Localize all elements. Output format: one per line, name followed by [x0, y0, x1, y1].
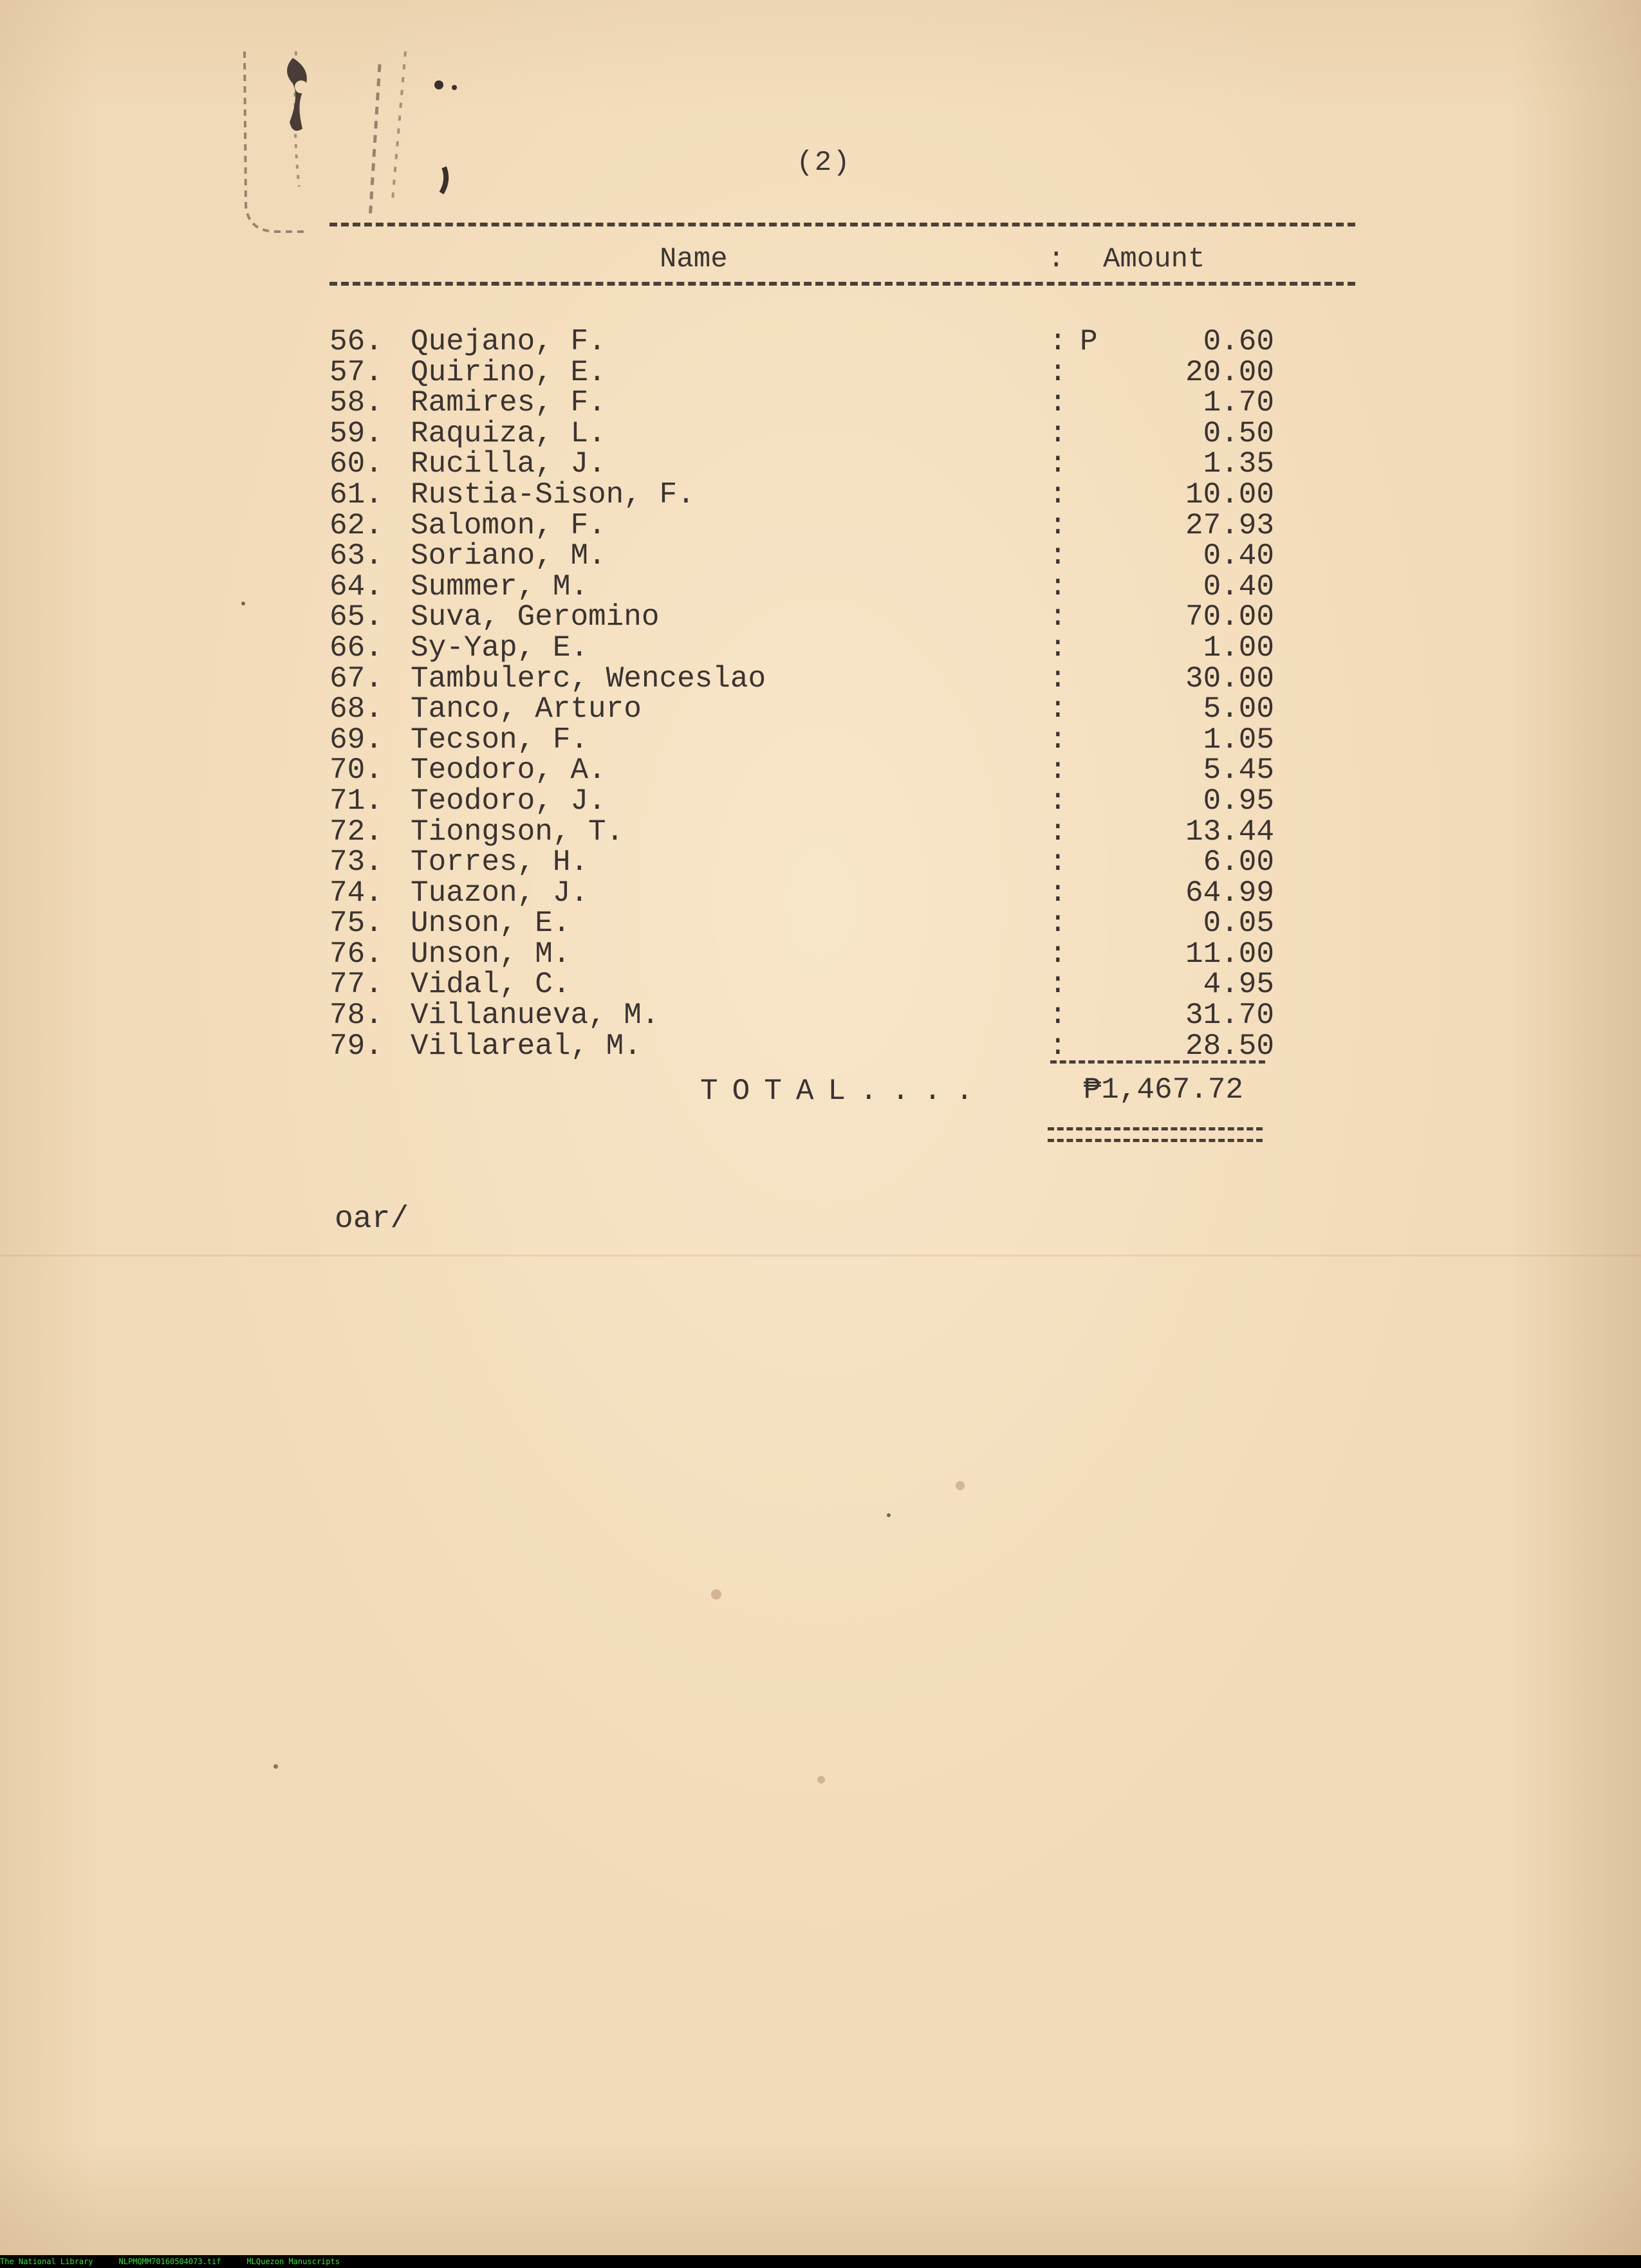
contributor-name: Vidal, C. — [411, 968, 571, 1002]
list-item — [322, 725, 1274, 756]
contributor-name: Teodoro, J. — [411, 784, 606, 818]
list-item — [322, 755, 1274, 786]
item-number: 72. — [329, 815, 383, 849]
column-separator: : — [1049, 968, 1067, 1002]
contribution-amount: 0.40 — [1203, 539, 1274, 573]
list-item — [322, 847, 1274, 878]
contributor-name: Rustia-Sison, F. — [411, 477, 695, 512]
total-double-rule-top — [1048, 1127, 1263, 1130]
footer-filename: NLPMQMM70160504073.tif — [118, 2257, 221, 2266]
item-number: 62. — [329, 508, 383, 542]
column-separator: : — [1049, 508, 1067, 542]
item-number: 75. — [329, 907, 383, 941]
contribution-amount: 1.00 — [1203, 631, 1274, 665]
header-separator: : — [1048, 243, 1065, 275]
list-item — [322, 970, 1274, 1000]
amount-column-header: Amount — [1103, 243, 1205, 275]
item-number: 77. — [329, 968, 383, 1002]
contribution-amount: 0.60 — [1203, 325, 1274, 358]
item-number: 70. — [329, 753, 383, 788]
item-number: 71. — [329, 784, 383, 818]
item-number: 61. — [329, 477, 383, 512]
contribution-amount: 5.45 — [1203, 753, 1274, 788]
contribution-amount: 31.70 — [1185, 999, 1274, 1033]
list-item — [322, 449, 1274, 480]
list-item — [322, 355, 1274, 389]
column-separator: : — [1049, 1029, 1067, 1063]
contributor-name: Quejano, F. — [411, 325, 606, 358]
paper-stain — [711, 1589, 721, 1600]
list-item — [322, 633, 1274, 664]
paper-fold-line — [0, 1255, 1641, 1257]
list-item — [322, 327, 1274, 358]
item-number: 78. — [329, 999, 383, 1033]
list-item — [322, 569, 1274, 604]
column-separator: : — [1049, 907, 1067, 941]
header-bottom-rule — [329, 282, 1355, 286]
contribution-amount: 11.00 — [1185, 937, 1274, 971]
column-separator: : — [1049, 355, 1067, 389]
item-number: 63. — [329, 539, 383, 573]
footer-library: The National Library — [0, 2257, 93, 2266]
column-separator: : — [1049, 815, 1067, 849]
contribution-amount: 1.70 — [1203, 386, 1274, 420]
contribution-amount: 13.44 — [1185, 815, 1274, 849]
contributor-name: Unson, M. — [411, 937, 571, 971]
paper-stain — [274, 1764, 278, 1769]
column-separator: : — [1049, 600, 1067, 634]
item-number: 64. — [329, 569, 383, 604]
page-number: (2) — [796, 147, 851, 179]
list-item — [322, 477, 1274, 512]
contributor-name: Tuazon, J. — [411, 876, 589, 910]
contributor-name: Summer, M. — [411, 569, 589, 604]
paper-stain — [887, 1513, 891, 1517]
subtotal-rule — [1050, 1060, 1265, 1064]
paper-stain — [241, 602, 245, 605]
contributor-name: Villareal, M. — [411, 1029, 642, 1063]
contributor-name: Tambulerc, Wenceslao — [411, 661, 766, 696]
contribution-amount: 28.50 — [1185, 1029, 1274, 1063]
list-item — [322, 508, 1274, 542]
item-number: 76. — [329, 937, 383, 971]
item-number: 66. — [329, 631, 383, 665]
item-number: 60. — [329, 447, 383, 481]
list-item — [322, 416, 1274, 450]
item-number: 69. — [329, 723, 383, 757]
contributor-list — [322, 327, 1274, 1062]
list-item — [322, 1000, 1274, 1031]
paper-stain — [817, 1776, 825, 1784]
contributor-name: Teodoro, A. — [411, 753, 606, 788]
contributor-name: Tanco, Arturo — [411, 692, 642, 726]
contribution-amount: 1.05 — [1203, 723, 1274, 757]
list-item — [322, 661, 1274, 696]
column-separator: : — [1049, 723, 1067, 757]
paper-stain — [956, 1481, 965, 1490]
item-number: 59. — [329, 416, 383, 450]
contributor-name: Soriano, M. — [411, 539, 606, 573]
list-item — [322, 878, 1274, 909]
list-item — [322, 786, 1274, 817]
item-number: 57. — [329, 355, 383, 389]
item-number: 67. — [329, 661, 383, 696]
contribution-amount: 6.00 — [1203, 845, 1274, 880]
contribution-amount: 30.00 — [1185, 661, 1274, 696]
column-separator: : — [1049, 477, 1067, 512]
total-label: TOTAL.... — [700, 1074, 988, 1108]
item-number: 58. — [329, 386, 383, 420]
contribution-amount: 0.40 — [1203, 569, 1274, 604]
list-item — [322, 602, 1274, 633]
item-number: 74. — [329, 876, 383, 910]
contributor-name: Villanueva, M. — [411, 999, 660, 1033]
contribution-amount: 1.35 — [1203, 447, 1274, 481]
contribution-amount: 27.93 — [1185, 508, 1274, 542]
contribution-amount: 0.05 — [1203, 907, 1274, 941]
item-number: 56. — [329, 325, 383, 358]
list-item — [322, 817, 1274, 848]
list-item — [322, 694, 1274, 725]
column-separator: : — [1049, 692, 1067, 726]
column-separator: : — [1049, 937, 1067, 971]
column-separator: : — [1049, 784, 1067, 818]
column-separator: : — [1049, 631, 1067, 665]
contributor-name: Tecson, F. — [411, 723, 589, 757]
total-double-rule-bottom — [1048, 1139, 1263, 1142]
column-separator: : — [1049, 386, 1067, 420]
list-item — [322, 1031, 1274, 1062]
contributor-name: Torres, H. — [411, 845, 589, 880]
column-separator: : — [1049, 325, 1067, 358]
contributor-name: Suva, Geromino — [411, 600, 660, 634]
column-separator: : — [1049, 845, 1067, 880]
contributor-name: Raquiza, L. — [411, 416, 606, 450]
total-value: ₱1,467.72 — [1083, 1073, 1243, 1107]
contributor-name: Rucilla, J. — [411, 447, 606, 481]
column-separator: : — [1049, 416, 1067, 450]
header-top-rule — [329, 223, 1355, 226]
list-item — [322, 541, 1274, 572]
column-separator: : — [1049, 661, 1067, 696]
column-separator: : — [1049, 876, 1067, 910]
contributor-name: Sy-Yap, E. — [411, 631, 589, 665]
contribution-amount: 5.00 — [1203, 692, 1274, 726]
column-separator: : — [1049, 753, 1067, 788]
contribution-amount: 20.00 — [1185, 355, 1274, 389]
contribution-amount: 64.99 — [1185, 876, 1274, 910]
contributor-name: Salomon, F. — [411, 508, 606, 542]
contributor-name: Ramires, F. — [411, 386, 606, 420]
contribution-amount: 70.00 — [1185, 600, 1274, 634]
paper-clip-rust-mark — [232, 39, 502, 244]
item-number: 79. — [329, 1029, 383, 1063]
footer-collection: MLQuezon Manuscripts — [246, 2257, 340, 2266]
column-separator: : — [1049, 999, 1067, 1033]
contribution-amount: 10.00 — [1185, 477, 1274, 512]
name-column-header: Name — [660, 243, 728, 275]
typist-initials: oar/ — [335, 1202, 409, 1237]
column-separator: : — [1049, 539, 1067, 573]
archive-footer — [0, 2255, 1641, 2268]
list-item — [322, 939, 1274, 970]
contributor-name: Tiongson, T. — [411, 815, 624, 849]
item-number: 65. — [329, 600, 383, 634]
list-item — [322, 388, 1274, 419]
contribution-amount: 0.50 — [1203, 416, 1274, 450]
contribution-amount: 0.95 — [1203, 784, 1274, 818]
column-separator: : — [1049, 569, 1067, 604]
item-number: 73. — [329, 845, 383, 880]
column-separator: : — [1049, 447, 1067, 481]
contributor-name: Quirino, E. — [411, 355, 606, 389]
contribution-amount: 4.95 — [1203, 968, 1274, 1002]
contributor-name: Unson, E. — [411, 907, 571, 941]
item-number: 68. — [329, 692, 383, 726]
list-item — [322, 908, 1274, 939]
currency-symbol: P — [1080, 325, 1098, 358]
